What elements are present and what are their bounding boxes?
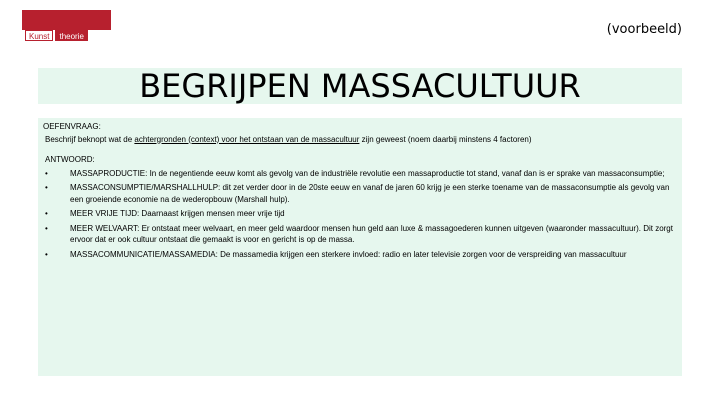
- bullet: •: [45, 209, 48, 218]
- bullet: •: [45, 223, 48, 233]
- answer-item: [43, 249, 676, 261]
- logo-word-theorie: theorie: [55, 30, 87, 41]
- answer-label: ANTWOORD:: [45, 155, 95, 164]
- question-label: OEFENVRAAG:: [43, 122, 101, 131]
- question-suffix: zijn geweest (noem daarbij minstens 4 factoren): [359, 134, 532, 144]
- kunsttheorie-logo: [22, 10, 111, 40]
- question-prefix: Beschrijf beknopt wat de: [45, 134, 135, 144]
- logo-word-kunst: Kunst: [25, 30, 53, 41]
- content-box: [38, 118, 682, 376]
- page-title: BEGRIJPEN MASSACULTUUR: [139, 67, 581, 105]
- bullet: •: [45, 183, 48, 192]
- answer-item-text: MASSAPRODUCTIE: In de negentiende eeuw komt als gevolg van de industriële revolutie een massaproductie tot stand, vanaf dan is er sprake van massaconsumptie;: [70, 168, 665, 178]
- example-label: (voorbeeld): [606, 22, 682, 37]
- answer-item-text: MEER WELVAART: Er ontstaat meer welvaart, en meer geld waardoor mensen hun geld aan luxe & massagoederen kunnen uitgeven (waaronder massacultuur). Dit zorgt ervoor dat er ook cultuur ontstaat die gemaakt is voor en gericht is op de massa.: [70, 223, 673, 244]
- answer-list: [43, 168, 676, 261]
- answer-item: [43, 223, 676, 246]
- answer-item: [43, 182, 676, 205]
- logo-text: [25, 30, 88, 41]
- answer-item-text: MASSACOMMUNICATIE/MASSAMEDIA: De massamedia krijgen een sterkere invloed: radio en later televisie zorgen voor de verspreiding van massacultuur: [70, 249, 627, 259]
- logo-bar: [22, 10, 111, 30]
- question-underlined: achtergronden (context) voor het ontstaan van de massacultuur: [134, 134, 360, 144]
- bullet: •: [45, 249, 48, 259]
- answer-item: [43, 208, 676, 220]
- answer-item-text: MASSACONSUMPTIE/MARSHALLHULP: dit zet verder door in de 20ste eeuw en vanaf de jaren 60 krijg je een sterke toename van de massaconsumptie als gevolg van een groeiende economie na de wederopbouw (Marshall hulp).: [70, 183, 670, 204]
- bullet: •: [45, 168, 48, 178]
- answer-item-text: MEER VRIJE TIJD: Daarnaast krijgen mensen meer vrije tijd: [70, 209, 285, 218]
- answer-item: [43, 168, 676, 180]
- question-text: [45, 134, 676, 146]
